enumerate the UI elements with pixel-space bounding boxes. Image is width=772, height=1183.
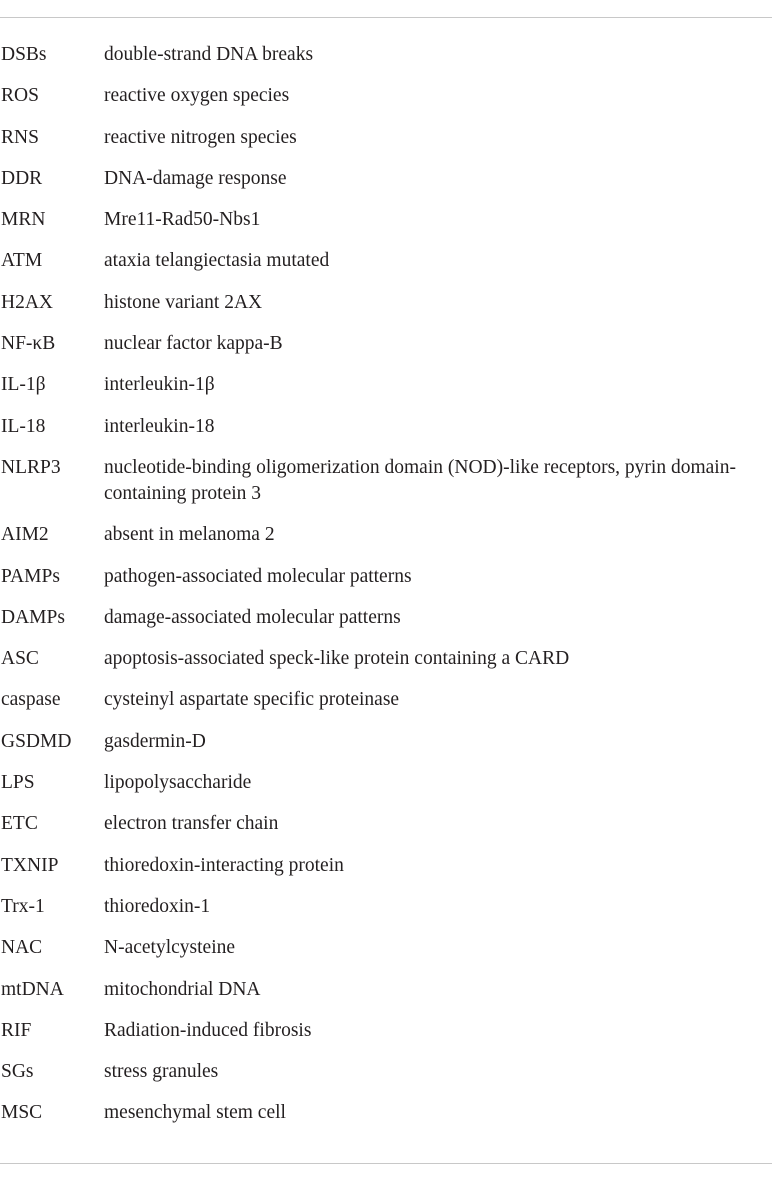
abbreviation-term: IL-1β xyxy=(1,374,46,396)
abbreviation-row xyxy=(0,414,772,440)
abbreviation-definition: ataxia telangiectasia mutated xyxy=(104,250,330,272)
abbreviation-definition: absent in melanoma 2 xyxy=(104,524,275,546)
abbreviation-term: NLRP3 xyxy=(1,456,61,478)
abbreviation-term: PAMPs xyxy=(1,565,60,587)
abbreviation-row xyxy=(0,1100,772,1126)
abbreviation-definition: interleukin-1β xyxy=(104,374,215,396)
abbreviation-term: mtDNA xyxy=(1,978,64,1000)
abbreviation-term: TXNIP xyxy=(1,854,59,876)
abbreviation-row xyxy=(0,977,772,1003)
abbreviation-definition: apoptosis-associated speck-like protein containing a CARD xyxy=(104,648,570,670)
abbreviation-row xyxy=(0,564,772,590)
abbreviation-row xyxy=(0,290,772,316)
abbreviation-row xyxy=(0,372,772,398)
abbreviation-term: LPS xyxy=(1,772,35,794)
abbreviation-row xyxy=(0,1059,772,1085)
abbreviation-definition: reactive nitrogen species xyxy=(104,126,297,148)
abbreviation-row xyxy=(0,1018,772,1044)
top-rule xyxy=(0,17,772,18)
abbreviation-definition: cysteinyl aspartate specific proteinase xyxy=(104,689,400,711)
abbreviation-row xyxy=(0,125,772,151)
abbreviation-row xyxy=(0,207,772,233)
abbreviation-row xyxy=(0,853,772,879)
abbreviation-term: caspase xyxy=(1,689,61,711)
abbreviation-definition: DNA-damage response xyxy=(104,167,287,189)
abbreviation-definition: histone variant 2AX xyxy=(104,291,263,313)
abbreviation-definition: stress granules xyxy=(104,1061,219,1083)
abbreviation-row xyxy=(0,729,772,755)
abbreviation-term: DSBs xyxy=(1,44,47,65)
abbreviation-term: H2AX xyxy=(1,291,53,313)
abbreviation-term: IL-18 xyxy=(1,415,46,437)
abbreviation-definition: thioredoxin-1 xyxy=(104,895,211,917)
abbreviation-row xyxy=(0,522,772,548)
abbreviation-row xyxy=(0,687,772,713)
abbreviation-row xyxy=(0,935,772,961)
abbreviation-definition: Radiation-induced fibrosis xyxy=(104,1019,312,1041)
abbreviation-term: RIF xyxy=(1,1019,32,1041)
abbreviation-row xyxy=(0,42,772,68)
abbreviation-term: Trx-1 xyxy=(1,895,45,917)
abbreviation-term: ETC xyxy=(1,813,38,835)
abbreviation-definition: reactive oxygen species xyxy=(104,85,290,107)
abbreviation-term: ASC xyxy=(1,648,39,670)
abbreviation-row xyxy=(0,811,772,837)
abbreviation-term: ROS xyxy=(1,85,39,107)
abbreviation-term: MSC xyxy=(1,1102,43,1124)
abbreviation-term: DAMPs xyxy=(1,606,65,628)
abbreviation-definition: electron transfer chain xyxy=(104,813,279,835)
abbreviation-row xyxy=(0,166,772,192)
abbreviation-definition: damage-associated molecular patterns xyxy=(104,606,401,628)
abbreviation-definition: nuclear factor kappa-B xyxy=(104,333,283,355)
abbreviation-definition: double-strand DNA breaks xyxy=(104,44,314,65)
abbreviation-term: DDR xyxy=(1,167,43,189)
abbreviation-row xyxy=(0,455,772,507)
abbreviation-term: NAC xyxy=(1,937,43,959)
abbreviation-definition: gasdermin-D xyxy=(104,730,206,752)
bottom-rule xyxy=(0,1163,772,1164)
abbreviation-row xyxy=(0,83,772,109)
abbreviation-term: RNS xyxy=(1,126,39,148)
abbreviation-row xyxy=(0,605,772,631)
abbreviation-row xyxy=(0,770,772,796)
abbreviation-definition: lipopolysaccharide xyxy=(104,772,252,794)
abbreviation-definition: interleukin-18 xyxy=(104,415,215,437)
abbreviation-definition: pathogen-associated molecular patterns xyxy=(104,565,412,587)
abbreviation-definition: mitochondrial DNA xyxy=(104,978,261,1000)
abbreviation-definition: nucleotide-binding oligomerization domain (NOD)-like receptors, pyrin domain-containing protein 3 xyxy=(104,456,736,504)
abbreviation-row xyxy=(0,646,772,672)
abbreviation-row xyxy=(0,248,772,274)
abbreviation-definition: mesenchymal stem cell xyxy=(104,1102,286,1124)
abbreviation-row xyxy=(0,331,772,357)
abbreviations-table xyxy=(0,42,772,1142)
abbreviation-definition: N-acetylcysteine xyxy=(104,937,236,959)
abbreviation-term: GSDMD xyxy=(1,730,72,752)
abbreviation-term: MRN xyxy=(1,209,46,231)
abbreviation-term: SGs xyxy=(1,1061,34,1083)
abbreviation-definition: thioredoxin-interacting protein xyxy=(104,854,344,876)
abbreviation-definition: Mre11-Rad50-Nbs1 xyxy=(104,209,261,231)
abbreviation-row xyxy=(0,894,772,920)
abbreviation-term: NF-κB xyxy=(1,333,56,355)
abbreviation-term: ATM xyxy=(1,250,43,272)
abbreviation-term: AIM2 xyxy=(1,524,49,546)
